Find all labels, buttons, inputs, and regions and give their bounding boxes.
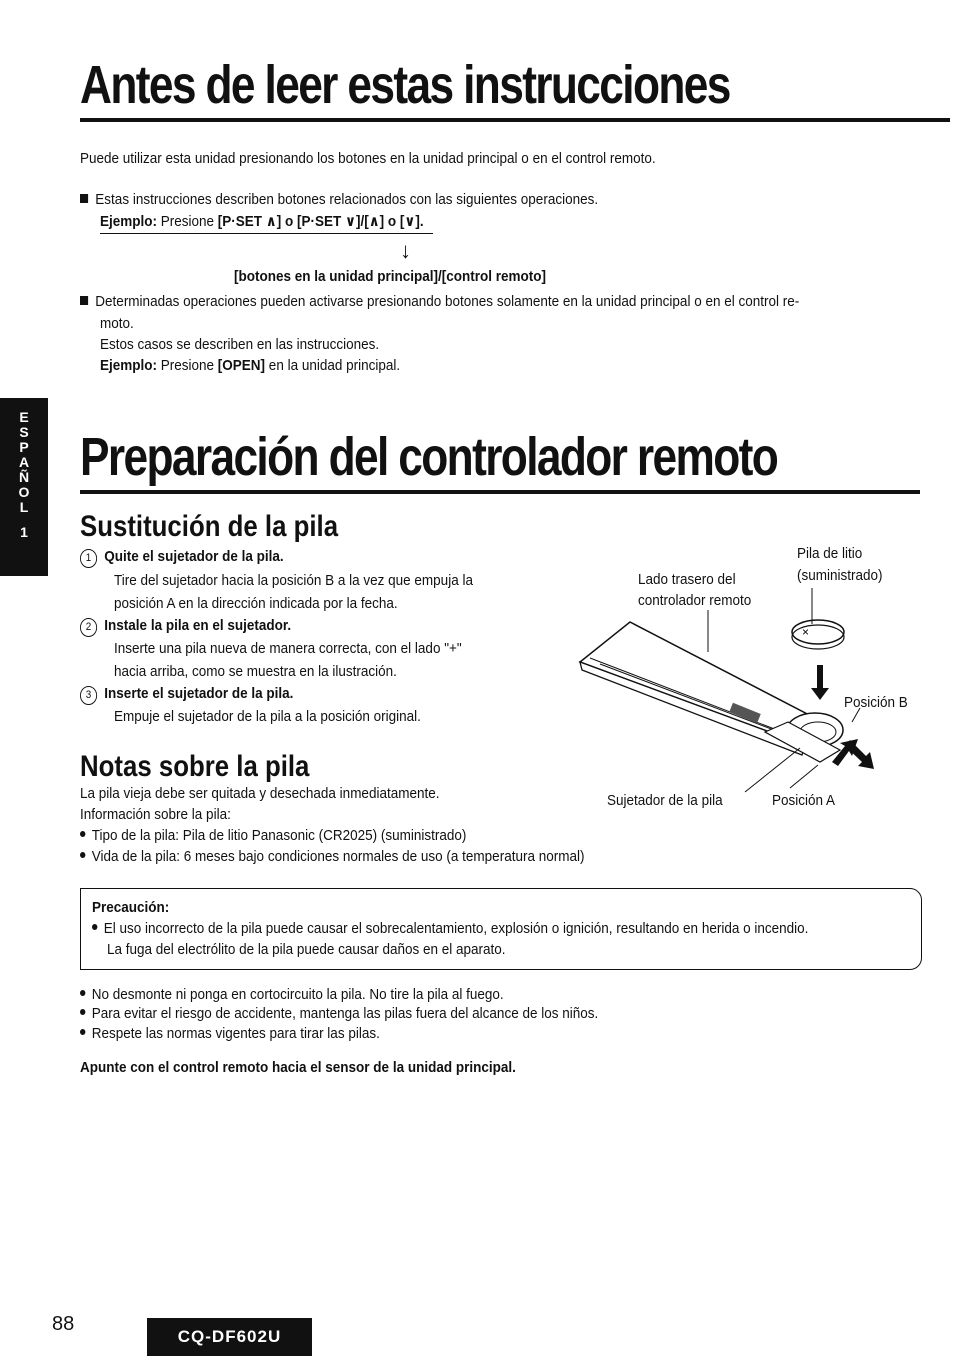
label-remote-back: Lado trasero del [638, 571, 736, 588]
list-item: No desmonte ni ponga en cortocircuito la pila. No tire la pila al fuego. [80, 984, 504, 1006]
step-number-badge: 2 [80, 618, 97, 637]
label-position-b: Posición B [844, 694, 908, 711]
section2-title: Preparación del controlador remoto [80, 427, 778, 487]
step-2-title: 2 Instale la pila en el sujetador. [80, 615, 291, 637]
svg-text:×: × [802, 625, 810, 639]
step-number-badge: 3 [80, 686, 97, 705]
step-3-text: Empuje el sujetador de la pila a la posición original. [114, 708, 421, 725]
step-number-badge: 1 [80, 549, 97, 568]
list-item-continuation: moto. [100, 315, 134, 332]
step-2-text: hacia arriba, como se muestra en la ilustración. [114, 663, 397, 680]
list-item: Determinadas operaciones pueden activarse presionando botones solamente en la unidad principal o en el control re- [80, 291, 799, 313]
section-number: 1 [20, 524, 28, 540]
step-1-title: 1 Quite el sujetador de la pila. [80, 546, 284, 568]
step-2-text: Inserte una pila nueva de manera correcta, con el lado "+" [114, 640, 462, 657]
list-item: El uso incorrecto de la pila puede causar el sobrecalentamiento, explosión o ignición, resultando en herida o incendio. [92, 918, 808, 940]
bullet-icon [80, 831, 85, 837]
section2-rule [80, 490, 920, 494]
list-item-continuation: Estos casos se describen en las instrucciones. [100, 336, 380, 353]
bullet-icon [80, 1009, 85, 1015]
down-arrow-icon: ↓ [400, 238, 411, 263]
language-side-tab: E S P A Ñ O L 1 [0, 398, 48, 576]
section1-rule [80, 118, 950, 122]
model-badge: CQ-DF602U [147, 1318, 312, 1356]
bullet-icon [92, 924, 97, 930]
square-bullet-icon [80, 194, 88, 203]
subheading-battery-replacement: Sustitución de la pila [80, 510, 339, 543]
list-item: Para evitar el riesgo de accidente, mantenga las pilas fuera del alcance de los niños. [80, 1003, 598, 1025]
label-battery-holder: Sujetador de la pila [607, 792, 723, 809]
section1-title: Antes de leer estas instrucciones [80, 55, 730, 115]
label-position-a: Posición A [772, 792, 836, 809]
example-caption: [botones en la unidad principal]/[control remoto] [234, 268, 547, 285]
notes-text: La pila vieja debe ser quitada y desechada inmediatamente. [80, 785, 440, 802]
bullet-icon [80, 990, 85, 996]
list-item: Respete las normas vigentes para tirar las pilas. [80, 1023, 380, 1045]
subheading-battery-notes: Notas sobre la pila [80, 750, 310, 783]
caution-text: La fuga del electrólito de la pila puede causar daños en el aparato. [107, 941, 506, 958]
label-remote-back: controlador remoto [638, 592, 752, 609]
label-lithium-battery: Pila de litio [797, 545, 863, 562]
list-item: Estas instrucciones describen botones relacionados con las siguientes operaciones. [80, 189, 598, 211]
step-1-text: posición A en la dirección indicada por la fecha. [114, 595, 398, 612]
square-bullet-icon [80, 296, 88, 305]
step-1-text: Tire del sujetador hacia la posición B a la vez que empuja la [114, 572, 473, 589]
notes-text: Información sobre la pila: [80, 806, 231, 823]
bullet-icon [80, 1029, 85, 1035]
caution-title: Precaución: [92, 899, 170, 916]
intro-text: Puede utilizar esta unidad presionando los botones en la unidad principal o en el control remoto. [80, 150, 656, 167]
list-item: Tipo de la pila: Pila de litio Panasonic (CR2025) (suministrado) [80, 825, 466, 847]
bullet-icon [80, 852, 85, 858]
final-note: Apunte con el control remoto hacia el sensor de la unidad principal. [80, 1059, 516, 1076]
example-line: Ejemplo: Presione [OPEN] en la unidad principal. [100, 357, 401, 374]
page-number: 88 [52, 1313, 75, 1335]
step-3-title: 3 Inserte el sujetador de la pila. [80, 683, 293, 705]
list-item: Vida de la pila: 6 meses bajo condiciones normales de uso (a temperatura normal) [80, 846, 584, 868]
example-line: Ejemplo: Presione [P·SET ∧] o [P·SET ∨]/[∧] o [∨]. [100, 211, 433, 234]
label-lithium-battery: (suministrado) [797, 567, 883, 584]
